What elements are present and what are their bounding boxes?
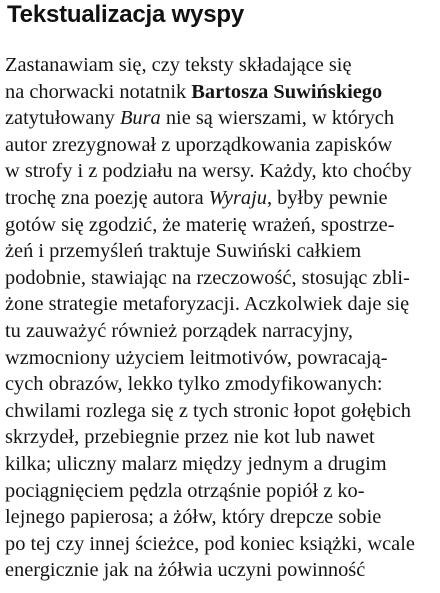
text-line (5, 557, 440, 584)
text-line (5, 265, 440, 292)
text-line (5, 158, 440, 185)
text-segment: wzmocniony użyciem leitmotivów, powracają- (5, 346, 388, 369)
text-line (5, 105, 440, 132)
text-line (5, 238, 440, 265)
text-line (5, 79, 440, 106)
text-segment: w strofy i z podziału na wersy. Każdy, kto choćby (5, 160, 412, 183)
text-segment: Zastanawiam się, czy teksty składające się (5, 54, 352, 76)
text-segment: trochę zna poezję autora (5, 186, 209, 209)
text-line (5, 318, 440, 345)
italic-text: Wyraju (208, 186, 267, 209)
text-line (5, 478, 440, 505)
text-segment: , byłby pewnie (266, 186, 388, 209)
text-line (5, 398, 440, 425)
text-segment: zatytułowany (5, 107, 120, 130)
text-line (5, 504, 440, 531)
text-segment: pociągnięciem pędzla otrząśnie popiół z ko- (5, 479, 365, 502)
text-segment: żone strategie metaforyzacji. Aczkolwiek daje się (5, 293, 410, 316)
text-segment: chwilami rozlega się z tych stronic łopot gołębich (5, 399, 411, 422)
text-line (5, 345, 440, 372)
text-line (5, 451, 440, 478)
text-segment: energicznie jak na żółwia uczyni powinność (5, 559, 366, 582)
text-segment: autor zrezygnował z uporządkowania zapisków (5, 133, 393, 156)
text-line (5, 52, 440, 79)
text-line (5, 212, 440, 239)
text-segment: po tej czy innej ścieżce, pod koniec książki, wcale (5, 532, 415, 555)
text-segment: cych obrazów, lekko tylko zmodyfikowanych: (5, 373, 383, 396)
italic-text: Bura (119, 107, 161, 130)
text-line (5, 371, 440, 398)
text-line (5, 132, 440, 159)
text-segment: podobnie, stawiając na rzeczowość, stosując zbli- (5, 266, 410, 289)
text-segment: kilka; uliczny malarz między jednym a drugim (5, 452, 387, 475)
text-segment: gotów się zgodzić, że materię wrażeń, spostrze- (5, 213, 395, 236)
text-segment: tu zauważyć również porządek narracyjny, (5, 319, 353, 342)
text-segment: nie są wierszami, w których (160, 107, 395, 130)
bold-text: Bartosza Suwińskiego (191, 80, 383, 103)
text-segment: żeń i przemyśleń traktuje Suwiński całkiem (5, 240, 362, 263)
article-title: Tekstualizacja wyspy (7, 1, 245, 28)
text-segment: na chorwacki notatnik (5, 80, 192, 103)
text-line (5, 531, 440, 558)
text-line (5, 185, 440, 212)
article-body (5, 52, 440, 584)
text-segment: skrzydeł, przebiegnie przez nie kot lub nawet (5, 426, 375, 449)
text-line (5, 424, 440, 451)
text-segment: lejnego papierosa; a żółw, który drepcze sobie (5, 506, 382, 529)
text-line (5, 291, 440, 318)
